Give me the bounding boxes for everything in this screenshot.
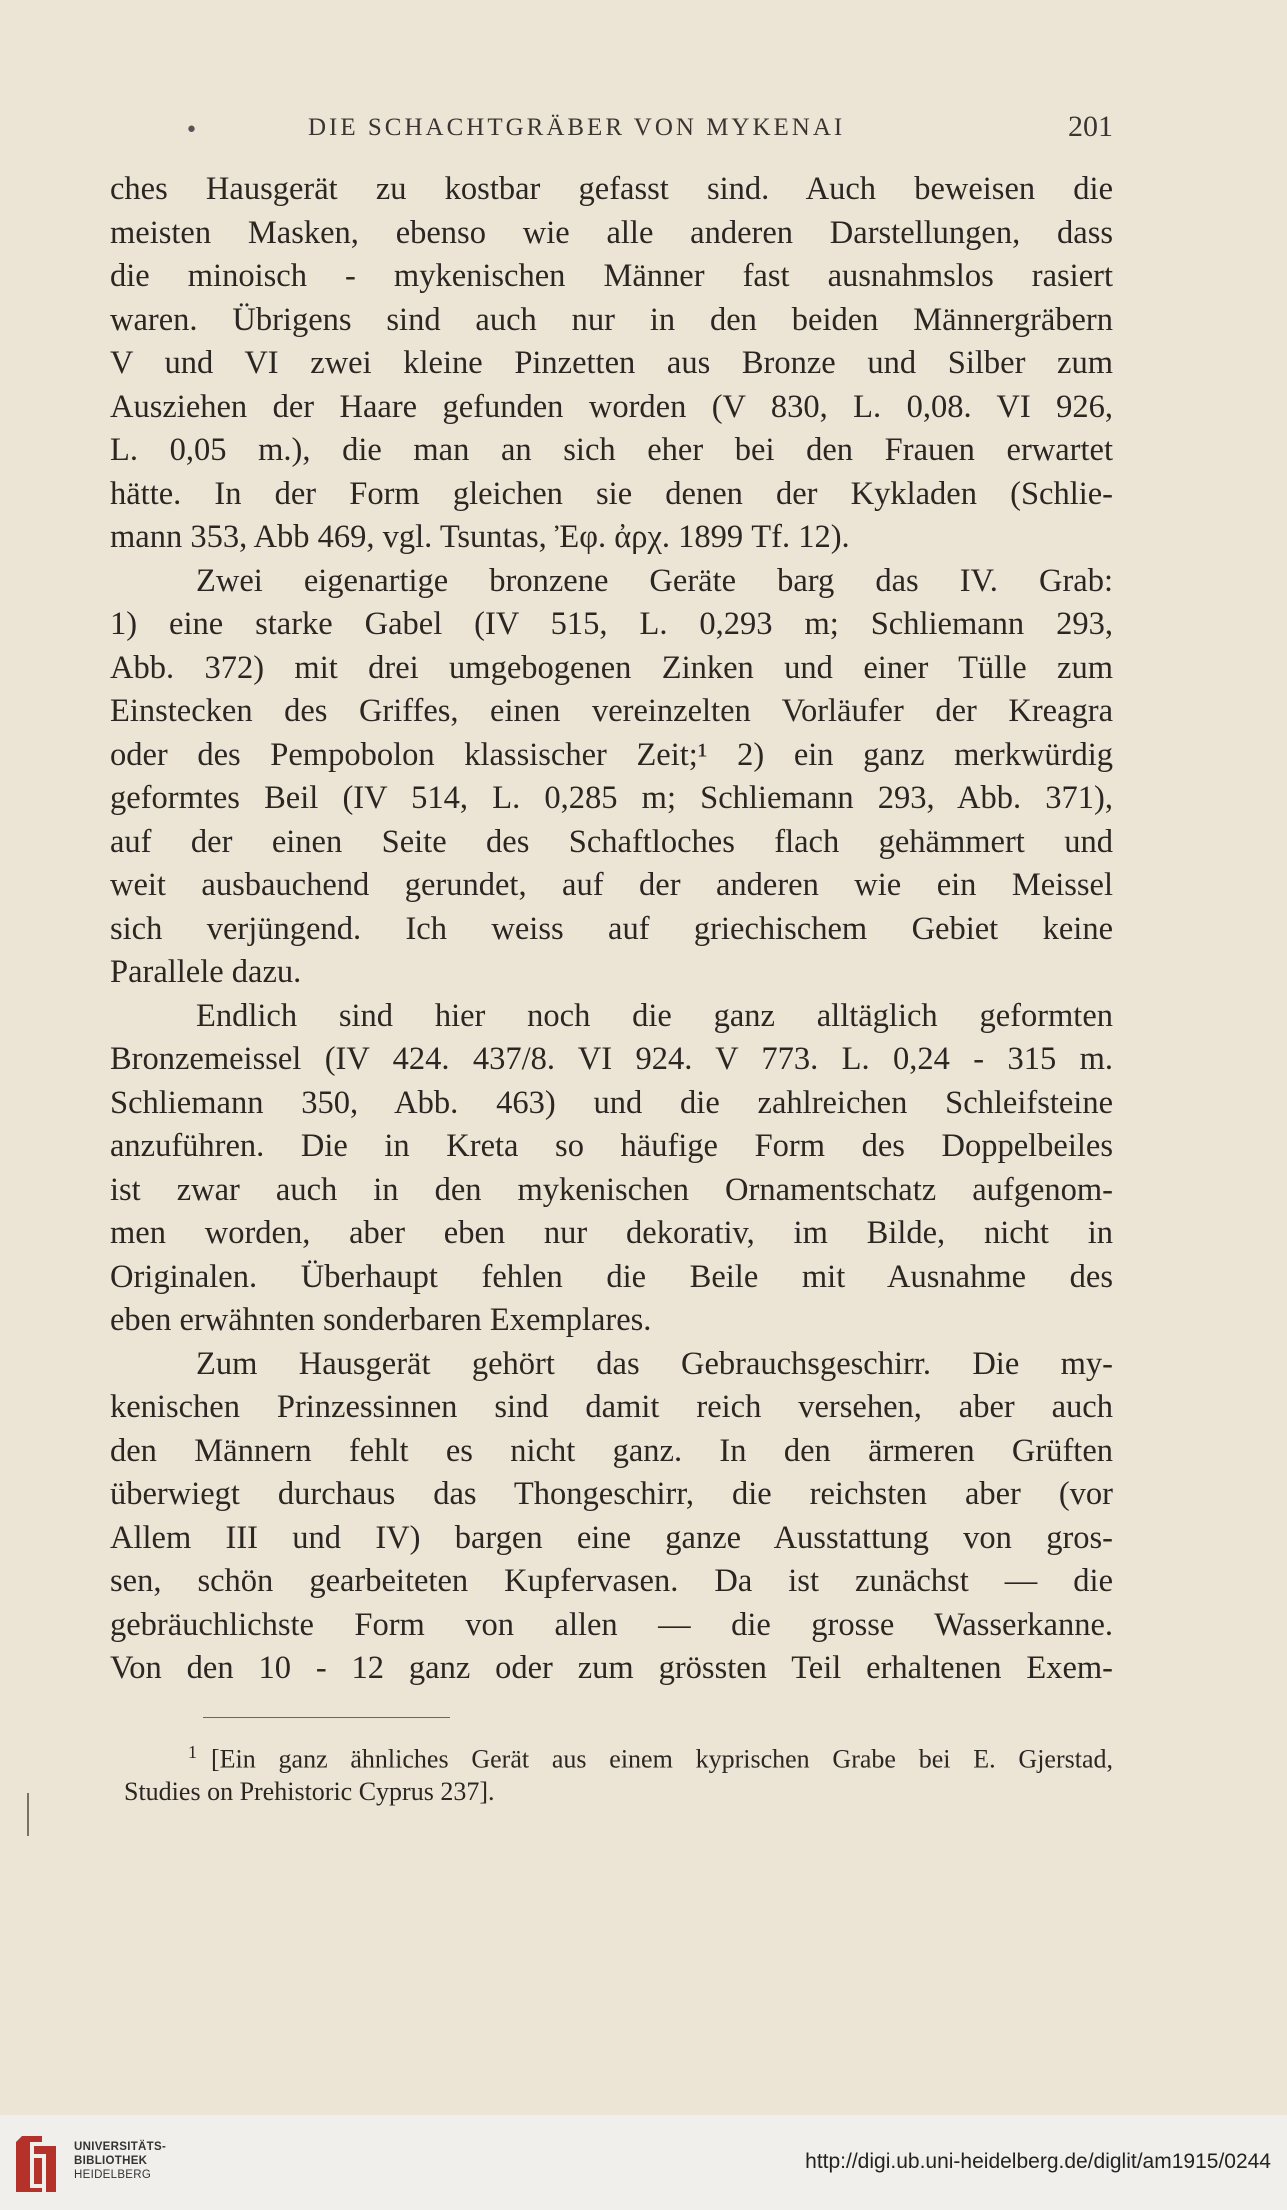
running-title: DIE SCHACHTGRÄBER VON MYKENAI	[308, 114, 846, 141]
library-name-line: BIBLIOTHEK	[74, 2155, 148, 2167]
text-line: Parallele dazu.	[110, 954, 302, 990]
text-line: gebräuchlichste Form von allen — die grosse Wasserkanne.	[110, 1606, 1113, 1643]
text-line: Von den 10 - 12 ganz oder zum grössten Teil erhaltenen Exem-	[110, 1650, 1113, 1686]
text-line: mann 353, Abb 469, vgl. Tsuntas, Ἐφ. ἀρχ. 1899 Tf. 12).	[110, 519, 850, 555]
text-line: Zwei eigenartige bronzene Geräte barg das IV. Grab:	[196, 562, 1113, 599]
library-name-line: UNIVERSITÄTS-	[74, 2141, 167, 2153]
text-line: Einstecken des Griffes, einen vereinzelten Vorläufer der Kreagra	[110, 693, 1113, 729]
text-line: sen, schön gearbeiteten Kupfervasen. Da ist zunächst — die	[110, 1563, 1113, 1599]
page-number: 201	[1068, 110, 1113, 143]
text-line: waren. Übrigens sind auch nur in den beiden Männergräbern	[110, 301, 1113, 338]
text-line: anzuführen. Die in Kreta so häufige Form des Doppelbeiles	[110, 1128, 1113, 1164]
text-line: eben erwähnten sonderbaren Exemplares.	[110, 1302, 652, 1338]
text-line: V und VI zwei kleine Pinzetten aus Bronze und Silber zum	[110, 345, 1113, 381]
text-line: weit ausbauchend gerundet, auf der anderen wie ein Meissel	[110, 867, 1113, 903]
text-line: geformtes Beil (IV 514, L. 0,285 m; Schliemann 293, Abb. 371),	[110, 780, 1113, 816]
text-line: Endlich sind hier noch die ganz alltäglich geformten	[196, 997, 1113, 1034]
footnote-line: Studies on Prehistoric Cyprus 237].	[124, 1777, 495, 1806]
library-name	[74, 2140, 166, 2182]
source-url[interactable]: http://digi.ub.uni-heidelberg.de/diglit/am1915/0244	[805, 2150, 1271, 2173]
text-line: oder des Pempobolon klassischer Zeit;¹ 2) ein ganz merkwürdig	[110, 736, 1113, 773]
footnote-divider	[203, 1717, 450, 1718]
margin-dot: •	[185, 118, 198, 143]
text-line: ches Hausgerät zu kostbar gefasst sind. Auch beweisen die	[110, 171, 1113, 207]
text-line: den Männern fehlt es nicht ganz. In den ärmeren Grüften	[110, 1432, 1113, 1469]
text-line: men worden, aber eben nur dekorativ, im Bilde, nicht in	[110, 1215, 1113, 1251]
text-line: meisten Masken, ebenso wie alle anderen Darstellungen, dass	[110, 214, 1113, 251]
body-text	[110, 168, 1113, 1691]
text-line: hätte. In der Form gleichen sie denen der Kykladen (Schlie-	[110, 475, 1113, 512]
footnote	[124, 1732, 1113, 1812]
text-line: Bronzemeissel (IV 424. 437/8. VI 924. V 773. L. 0,24 - 315 m.	[110, 1041, 1113, 1077]
text-line: die minoisch - mykenischen Männer fast ausnahmslos rasiert	[110, 258, 1113, 294]
text-line: sich verjüngend. Ich weiss auf griechischem Gebiet keine	[110, 910, 1113, 947]
footnote-line: [Ein ganz ähnliches Gerät aus einem kyprischen Grabe bei E. Gjerstad,	[211, 1744, 1113, 1774]
text-line: ist zwar auch in den mykenischen Ornamentschatz aufgenom-	[110, 1171, 1113, 1208]
text-line: Abb. 372) mit drei umgebogenen Zinken und einer Tülle zum	[110, 649, 1113, 686]
margin-mark	[27, 1793, 29, 1836]
text-line: Schliemann 350, Abb. 463) und die zahlreichen Schleifsteine	[110, 1084, 1113, 1121]
library-logo-icon[interactable]	[12, 2132, 60, 2194]
text-line: Originalen. Überhaupt fehlen die Beile mit Ausnahme des	[110, 1258, 1113, 1295]
footnote-mark: 1	[188, 1742, 197, 1762]
text-line: auf der einen Seite des Schaftloches flach gehämmert und	[110, 823, 1113, 860]
text-line: Ausziehen der Haare gefunden worden (V 830, L. 0,08. VI 926,	[110, 388, 1113, 425]
text-line: 1) eine starke Gabel (IV 515, L. 0,293 m; Schliemann 293,	[110, 606, 1113, 642]
text-line: kenischen Prinzessinnen sind damit reich versehen, aber auch	[110, 1389, 1113, 1425]
text-line: L. 0,05 m.), die man an sich eher bei den Frauen erwartet	[110, 432, 1113, 468]
running-head	[108, 110, 1113, 150]
text-line: Zum Hausgerät gehört das Gebrauchsgeschirr. Die my-	[196, 1345, 1113, 1382]
text-line: überwiegt durchaus das Thongeschirr, die reichsten aber (vor	[110, 1476, 1113, 1512]
text-line: Allem III und IV) bargen eine ganze Ausstattung von gros-	[110, 1519, 1113, 1556]
library-name-line: HEIDELBERG	[74, 2169, 152, 2181]
